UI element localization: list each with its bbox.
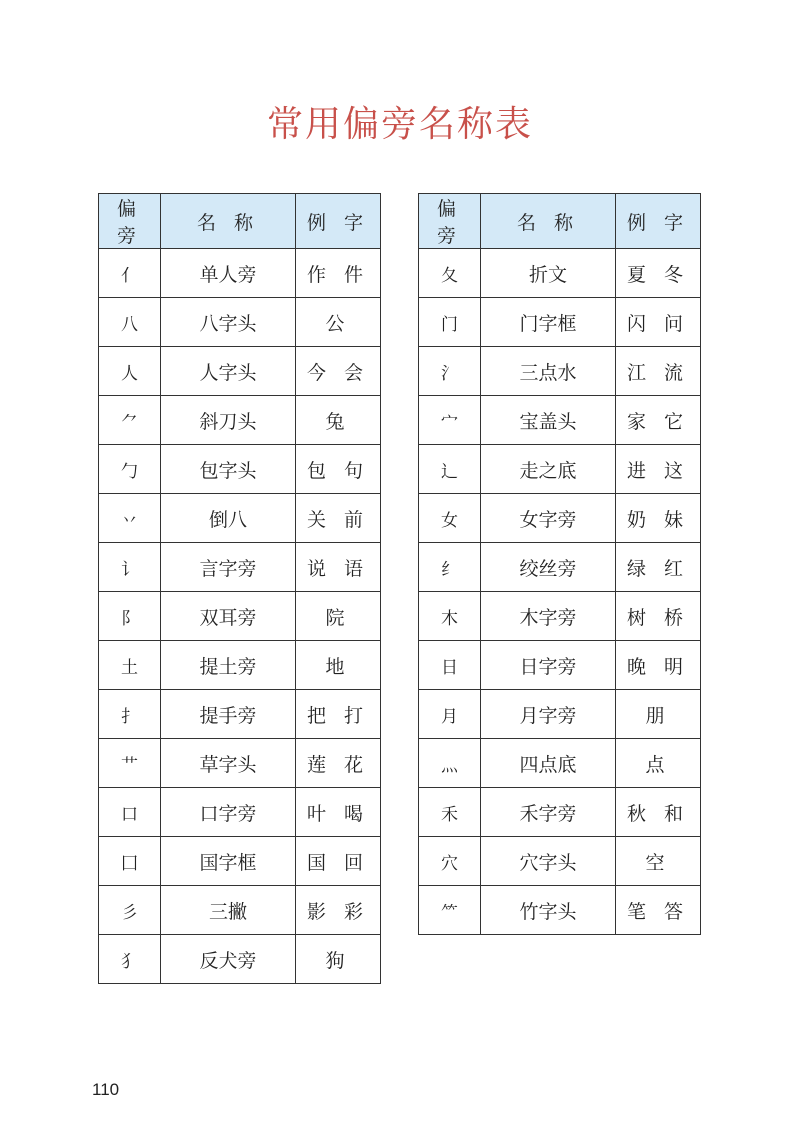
radical-cell: 女 bbox=[419, 494, 481, 543]
name-cell: 宝盖头 bbox=[481, 396, 616, 445]
examples-cell: 绿 红 bbox=[616, 543, 701, 592]
name-cell: 言字旁 bbox=[161, 543, 296, 592]
examples-cell: 莲 花 bbox=[296, 739, 381, 788]
radical-cell: 宀 bbox=[419, 396, 481, 445]
table-row bbox=[419, 445, 701, 494]
radical-cell: 日 bbox=[419, 641, 481, 690]
name-cell: 提土旁 bbox=[161, 641, 296, 690]
name-cell: 单人旁 bbox=[161, 249, 296, 298]
examples-cell: 笔 答 bbox=[616, 886, 701, 935]
radical-cell: 犭 bbox=[99, 935, 161, 984]
name-cell: 反犬旁 bbox=[161, 935, 296, 984]
table-row bbox=[99, 592, 381, 641]
radical-cell: 夂 bbox=[419, 249, 481, 298]
examples-cell: 闪 问 bbox=[616, 298, 701, 347]
name-cell: 绞丝旁 bbox=[481, 543, 616, 592]
name-cell: 禾字旁 bbox=[481, 788, 616, 837]
radical-cell: 辶 bbox=[419, 445, 481, 494]
examples-cell: 空 bbox=[616, 837, 701, 886]
examples-cell: 关 前 bbox=[296, 494, 381, 543]
table-row bbox=[419, 788, 701, 837]
name-cell: 双耳旁 bbox=[161, 592, 296, 641]
examples-cell: 今 会 bbox=[296, 347, 381, 396]
examples-cell: 夏 冬 bbox=[616, 249, 701, 298]
table-row bbox=[419, 837, 701, 886]
radical-table-right bbox=[418, 193, 701, 935]
examples-cell: 朋 bbox=[616, 690, 701, 739]
radical-cell: 木 bbox=[419, 592, 481, 641]
table-row bbox=[99, 739, 381, 788]
radical-cell: 月 bbox=[419, 690, 481, 739]
radical-cell: 丷 bbox=[99, 494, 161, 543]
name-cell: 折文 bbox=[481, 249, 616, 298]
table-row bbox=[99, 298, 381, 347]
examples-cell: 影 彩 bbox=[296, 886, 381, 935]
radical-cell: 八 bbox=[99, 298, 161, 347]
name-cell: 草字头 bbox=[161, 739, 296, 788]
header-radical: 偏 旁 bbox=[419, 194, 481, 249]
examples-cell: 进 这 bbox=[616, 445, 701, 494]
radical-cell: ⺈ bbox=[99, 396, 161, 445]
table-row bbox=[99, 494, 381, 543]
table-row bbox=[99, 935, 381, 984]
header-name: 名 称 bbox=[481, 194, 616, 249]
name-cell: 木字旁 bbox=[481, 592, 616, 641]
radical-cell: 扌 bbox=[99, 690, 161, 739]
table-row bbox=[99, 837, 381, 886]
table-row bbox=[419, 494, 701, 543]
table-row bbox=[99, 249, 381, 298]
name-cell: 日字旁 bbox=[481, 641, 616, 690]
name-cell: 包字头 bbox=[161, 445, 296, 494]
radical-cell: 勹 bbox=[99, 445, 161, 494]
name-cell: 月字旁 bbox=[481, 690, 616, 739]
radical-cell: 土 bbox=[99, 641, 161, 690]
table-row bbox=[419, 641, 701, 690]
radical-cell: 亻 bbox=[99, 249, 161, 298]
table-header-row bbox=[419, 194, 701, 249]
examples-cell: 狗 bbox=[296, 935, 381, 984]
examples-cell: 包 句 bbox=[296, 445, 381, 494]
radical-cell: 纟 bbox=[419, 543, 481, 592]
examples-cell: 树 桥 bbox=[616, 592, 701, 641]
header-name: 名 称 bbox=[161, 194, 296, 249]
table-row bbox=[419, 396, 701, 445]
name-cell: 走之底 bbox=[481, 445, 616, 494]
examples-cell: 说 语 bbox=[296, 543, 381, 592]
table-header-row bbox=[99, 194, 381, 249]
table-row bbox=[99, 886, 381, 935]
examples-cell: 家 它 bbox=[616, 396, 701, 445]
examples-cell: 秋 和 bbox=[616, 788, 701, 837]
table-row bbox=[99, 690, 381, 739]
radical-cell: 灬 bbox=[419, 739, 481, 788]
radical-cell: 禾 bbox=[419, 788, 481, 837]
name-cell: 女字旁 bbox=[481, 494, 616, 543]
table-row bbox=[99, 543, 381, 592]
table-row bbox=[99, 641, 381, 690]
radical-cell: 穴 bbox=[419, 837, 481, 886]
name-cell: 人字头 bbox=[161, 347, 296, 396]
header-examples: 例 字 bbox=[616, 194, 701, 249]
name-cell: 三点水 bbox=[481, 347, 616, 396]
table-row bbox=[419, 690, 701, 739]
name-cell: 斜刀头 bbox=[161, 396, 296, 445]
table-row bbox=[419, 886, 701, 935]
table-row bbox=[99, 445, 381, 494]
name-cell: 门字框 bbox=[481, 298, 616, 347]
name-cell: 倒八 bbox=[161, 494, 296, 543]
examples-cell: 地 bbox=[296, 641, 381, 690]
table-row bbox=[419, 739, 701, 788]
table-row bbox=[99, 788, 381, 837]
examples-cell: 公 bbox=[296, 298, 381, 347]
radical-cell: 彡 bbox=[99, 886, 161, 935]
examples-cell: 叶 喝 bbox=[296, 788, 381, 837]
examples-cell: 作 件 bbox=[296, 249, 381, 298]
examples-cell: 院 bbox=[296, 592, 381, 641]
radical-cell: 阝 bbox=[99, 592, 161, 641]
page-number: 110 bbox=[92, 1080, 120, 1099]
radical-cell: 人 bbox=[99, 347, 161, 396]
page-title: 常用偏旁名称表 bbox=[266, 104, 533, 145]
radical-cell: 氵 bbox=[419, 347, 481, 396]
examples-cell: 晚 明 bbox=[616, 641, 701, 690]
table-row bbox=[419, 298, 701, 347]
name-cell: 提手旁 bbox=[161, 690, 296, 739]
name-cell: 口字旁 bbox=[161, 788, 296, 837]
examples-cell: 奶 妹 bbox=[616, 494, 701, 543]
table-row bbox=[99, 347, 381, 396]
name-cell: 竹字头 bbox=[481, 886, 616, 935]
examples-cell: 江 流 bbox=[616, 347, 701, 396]
radical-cell: 囗 bbox=[99, 837, 161, 886]
examples-cell: 国 回 bbox=[296, 837, 381, 886]
examples-cell: 把 打 bbox=[296, 690, 381, 739]
radical-cell: 艹 bbox=[99, 739, 161, 788]
table-row bbox=[99, 396, 381, 445]
name-cell: 穴字头 bbox=[481, 837, 616, 886]
name-cell: 国字框 bbox=[161, 837, 296, 886]
table-row bbox=[419, 249, 701, 298]
table-row bbox=[419, 347, 701, 396]
radical-cell: ⺮ bbox=[419, 886, 481, 935]
header-radical: 偏 旁 bbox=[99, 194, 161, 249]
radical-cell: 讠 bbox=[99, 543, 161, 592]
header-examples: 例 字 bbox=[296, 194, 381, 249]
name-cell: 四点底 bbox=[481, 739, 616, 788]
table-row bbox=[419, 543, 701, 592]
examples-cell: 兔 bbox=[296, 396, 381, 445]
radical-cell: 口 bbox=[99, 788, 161, 837]
table-row bbox=[419, 592, 701, 641]
examples-cell: 点 bbox=[616, 739, 701, 788]
radical-table-left bbox=[98, 193, 381, 984]
name-cell: 三撇 bbox=[161, 886, 296, 935]
radical-cell: 门 bbox=[419, 298, 481, 347]
name-cell: 八字头 bbox=[161, 298, 296, 347]
